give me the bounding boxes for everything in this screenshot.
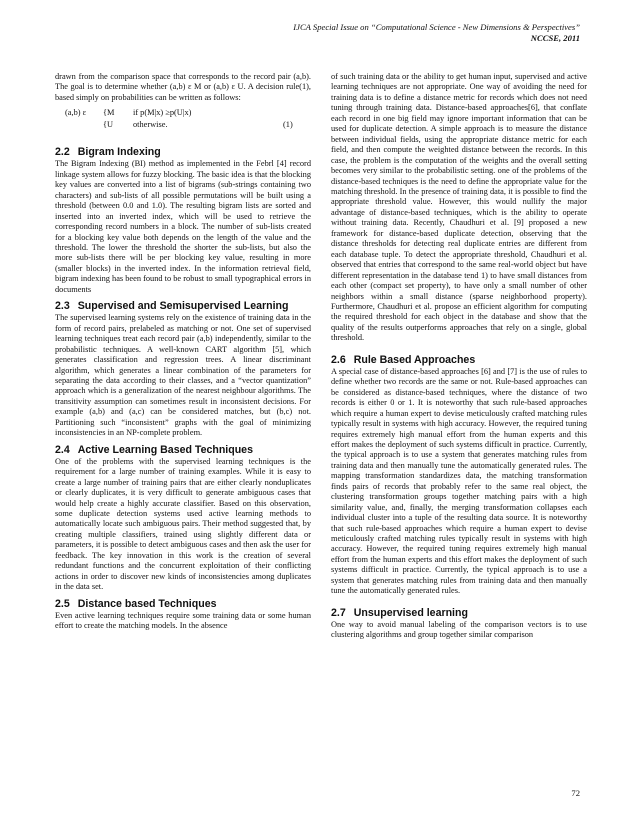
section-heading bbox=[55, 598, 311, 611]
section-heading bbox=[55, 146, 311, 159]
section-number: 2.2 bbox=[55, 146, 70, 159]
section-heading bbox=[331, 354, 587, 367]
section-paragraph: One way to avoid manual labeling of the comparison vectors is to use clustering algorithms and group together similar comparison bbox=[331, 619, 587, 640]
section-paragraph: The supervised learning systems rely on the existence of training data in the form of record pairs, prelabeled as matching or not. One set of supervised learning techniques treat each record pair (a,b) independently, similar to the probabilistic techniques. A well-known CART algorithm [5], which generates classification and regression trees. A linear discriminant algorithm, which generates a linear combination of the parameters for separating the data according to their classes, and a “vector quantization” approach which is a generalization of the nearest neighbour algorithms. The transitivity assumption can sometimes result in inconsistent decisions. For example (a,b) and (a,c) can be considered matches, but (b,c) not. Partitioning such “inconsistent” graphs with the goal of minimizing inconsistencies in an NP-complete problem. bbox=[55, 313, 311, 438]
section-paragraph: The Bigram Indexing (BI) method as implemented in the Febrl [4] record linkage system allows for fuzzy blocking. The basic idea is that the blocking key values are converted into a list of bigrams (sub-strings containing two characters) and sub-lists of all possible permutations will be built using a threshold (between 0.0 and 1.0). The resulting bigram lists are sorted and inserted into an inverted index, which will be used to retrieve the corresponding record numbers in a block. The number of sub-lists created for a blocking key value both depends on the length of the value and the threshold. The lower the threshold the shorter the sub-lists, but also the more sub-lists there will be per blocking key value, resulting in more (smaller blocks) in the inverted index. In the information retrieval field, bigram indexing has been found to be robust to small typographical errors in documents bbox=[55, 159, 311, 294]
page-number: 72 bbox=[571, 788, 580, 798]
section-title: Rule Based Approaches bbox=[353, 353, 476, 366]
formula-condition: if p(M|x) ≥p(U|x) bbox=[133, 108, 192, 118]
decision-rule-formula bbox=[65, 107, 311, 131]
formula-otherwise: otherwise. bbox=[133, 120, 168, 130]
section-heading bbox=[55, 300, 311, 313]
equation-number: (1) bbox=[283, 120, 293, 130]
formula-case-u: {U bbox=[103, 120, 114, 130]
left-column bbox=[55, 72, 311, 631]
right-column bbox=[331, 72, 587, 641]
section-title: Supervised and Semisupervised Learning bbox=[77, 300, 289, 313]
section-title: Unsupervised learning bbox=[353, 606, 468, 619]
running-header bbox=[293, 22, 580, 44]
section-paragraph: One of the problems with the supervised learning techniques is the requirement for a large number of training examples. While it is easy to create a large number of training pairs that are either clearly nonduplicates or clearly duplicates, it is very difficult to generate ambiguous cases that would help create a highly accurate classifier. Based on this observation, some duplicate detection systems used active learning methods to automatically locate such ambiguous pairs. Their method suggested that, by creating multiple classifiers, trained using slightly different data or parameters, it is possible to detect ambiguous cases and then ask the user for feedback. The key innovation in this work is the creation of several redundant functions and the concurrent exploitation of their conflicting actions in order to discover new kinds of inconsistencies among duplicates in the data set. bbox=[55, 456, 311, 592]
section-title: Bigram Indexing bbox=[77, 146, 161, 159]
continued-paragraph: of such training data or the ability to get human input, supervised and active learning techniques are not appropriate. One way of avoiding the need for training data is to define a distance metric for records which does not need tuning through training data. Distance-based approaches[6], that conflate each record in one big field may ignore important information that can be used for duplicate detection. A simple approach is to measure the distance between individual fields, using the appropriate distance metric for each field, and then compute the weighted distance between the records. In this case, the problem is the computation of the weights and the overall setting becomes very similar to the probabilistic setting. one of the problems of the distance-based techniques is the need to define the appropriate value for the matching threshold. In the presence of training data, it is possible to find the appropriate threshold value. However, this would nullify the major advantage of distance-based techniques, which is the ability to operate without training data. Recently, Chaudhuri et al. [9] proposed a new framework for distance-based duplicate detection, observing that the distance thresholds for detecting real duplicate entries are different from each database tuple. To detect the appropriate threshold, Chaudhuri et al. observed that entries that correspond to the same real-world object but have different representation in the database tend 1) to have small distances from each other (compact set property), to have only a small number of other neighbors within a small distance (sparse neighborhood property). Furthermore, Chaudhuri et al. propose an efficient algorithm for computing the required threshold for each object in the database and show that the quality of the results outperforms approaches that rely on a single, global threshold. bbox=[331, 72, 587, 343]
section-paragraph: Even active learning techniques require some training data or some human effort to create the matching models. In the absence bbox=[55, 610, 311, 631]
section-heading bbox=[55, 444, 311, 457]
section-title: Active Learning Based Techniques bbox=[77, 443, 253, 456]
section-number: 2.7 bbox=[331, 606, 346, 619]
section-number: 2.3 bbox=[55, 300, 70, 313]
formula-case-m: {M bbox=[103, 108, 115, 118]
formula-lhs: (a,b) ε bbox=[65, 108, 87, 118]
section-heading bbox=[331, 607, 587, 620]
journal-title: IJCA Special Issue on “Computational Science - New Dimensions & Perspectives” bbox=[293, 22, 580, 32]
intro-paragraph: drawn from the comparison space that corresponds to the record pair (a,b). The goal is to determine whether (a,b) ε M or (a,b) ε U. A decision rule(1), based simply on probabilities can be written as follows: bbox=[55, 72, 311, 102]
section-title: Distance based Techniques bbox=[77, 597, 217, 610]
section-number: 2.4 bbox=[55, 443, 70, 456]
section-number: 2.5 bbox=[55, 597, 70, 610]
section-number: 2.6 bbox=[331, 353, 346, 366]
section-paragraph: A special case of distance-based approaches [6] and [7] is the use of rules to define whether two records are the same or not. Rule-based approaches can be considered as distance-based techniques, where the distance of two records is either 0 or 1. It is noteworthy that such rule-based approaches which require a human expert to devise meticulously crafted matching rules typically result in systems with high accuracy. However, the required tuning requires extremely high manual effort from the human experts and this effort makes the deployment of such systems difficult in practice. Currently, the typical approach is to use a system that generates matching rules from training data and then manually tune the automatically generated rules. The mapping transformation standardizes data, the matching transformation finds pairs of records that probably refer to the same real object, the clustering transformation groups together matching pairs with a high similarity value, and, finally, the merging transformation collapses each individual cluster into a tuple of the resulting data source. It is noteworthy that such rule-based approaches which require a human expert to devise meticulously crafted matching rules typically result in systems with high accuracy. However, the required tuning requires extremely high manual effort from the human experts and this effort makes the deployment of such systems difficult in practice. Currently, the typical approach is to use a system that generates matching rules from training data and then manually tune the automatically generated rules. bbox=[331, 366, 587, 596]
conference-name: NCCSE, 2011 bbox=[530, 33, 580, 43]
